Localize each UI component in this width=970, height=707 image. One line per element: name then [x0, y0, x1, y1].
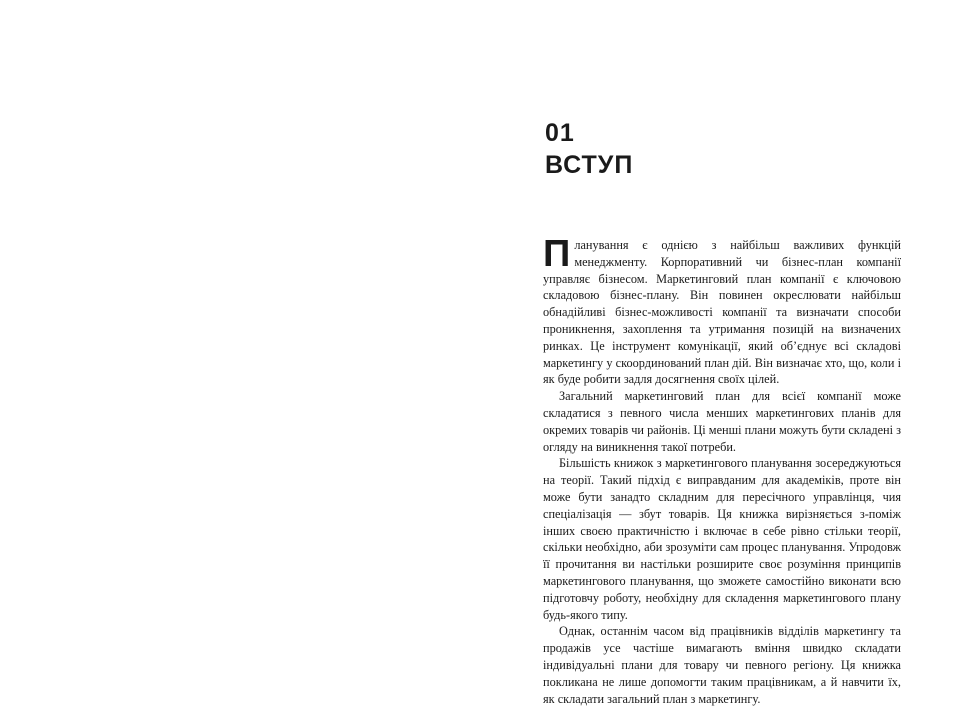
- chapter-number: 01: [545, 119, 575, 147]
- drop-cap: П: [543, 233, 571, 275]
- paragraph-1-text: ланування є однією з найбільш важливих функцій менеджменту. Корпоративний чи бізнес-план компанії управляє бізнесом. Маркетинговий план компанії є ключовою складовою бізнес-плану. Він повинен окреслювати найбільш обнадійливі бізнес-можливості компанії та визначати способи проникнення, захоплення та утримання позицій на визначених ринках. Це інструмент комунікації, який об’єднує всі складові маркетингу у скоординований план дій. Він визначає хто, що, коли і як буде робити задля досягнення своїх цілей.: [543, 238, 901, 387]
- paragraph-2: Загальний маркетинговий план для всієї компанії може складатися з певного числа менших маркетингових планів для окремих товарів чи районів. Ці менші плани можуть бути складені з огляду на виникнення такої потреби.: [543, 389, 901, 454]
- left-page-blank: [0, 0, 485, 691]
- chapter-title: ВСТУП: [545, 151, 634, 179]
- paragraph-3: Більшість книжок з маркетингового планування зосереджуються на теорії. Такий підхід є виправданим для академіків, проте він може бути занадто складним для пересічного управлінця, чия спеціалізація — збут товарів. Ця книжка вирізняється з-поміж інших своєю практичністю і включає в себе рівно стільки теорії, скільки необхідно, аби зрозуміти сам процес планування. Упродовж її прочитання ви настільки розширите своє розуміння принципів маркетингового планування, що зможете самостійно виконати всю підготовчу роботу, необхідну для складення маркетингового плану будь-якого типу.: [543, 456, 901, 622]
- chapter-body-text: [543, 233, 901, 707]
- paragraph-4: Однак, останнім часом від працівників відділів маркетингу та продажів усе частіше вимагають вміння швидко складати індивідуальні плани для товару чи певного регіону. Ця книжка покликана не лише допомогти таким працівникам, а й навчити їх, як складати загальний план з маркетингу.: [543, 624, 901, 706]
- paragraph-1: [543, 233, 901, 388]
